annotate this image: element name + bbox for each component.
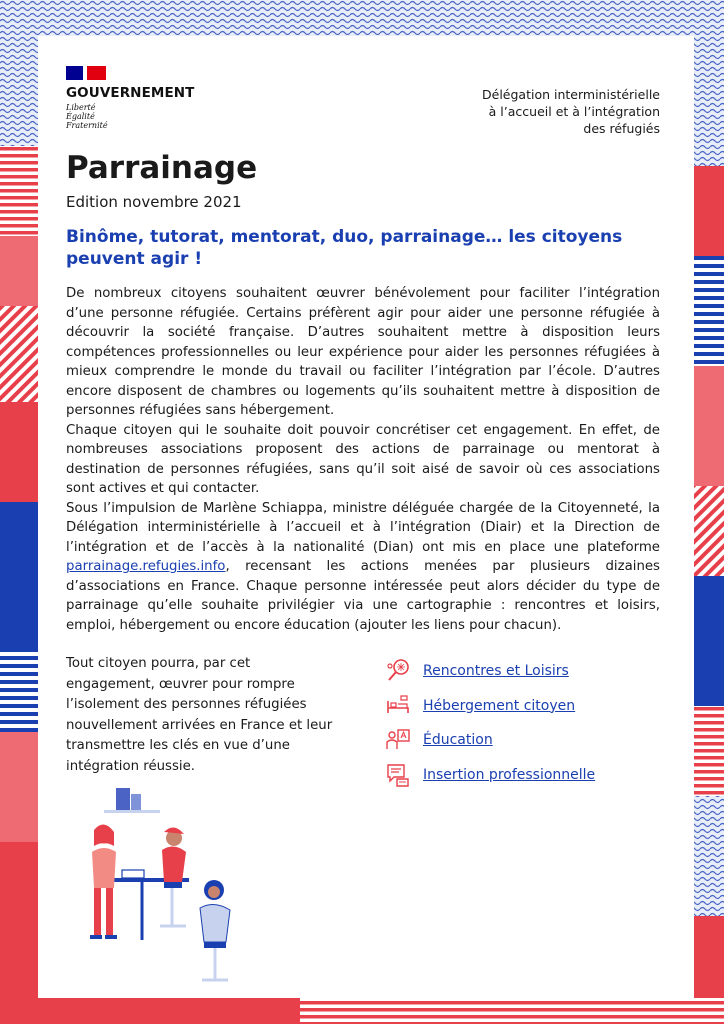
people-meeting-illustration <box>64 780 254 1000</box>
paragraph: Chaque citoyen qui le souhaite doit pouvoir concrétiser cet engagement. En effet, de nombreuses associations proposent des actions de parrainage ou mentorat à destination de personnes réfugiées, sans qu’il soit aisé de savoir où ces associations sont actives et qui contacter. <box>66 422 660 496</box>
link-label[interactable]: Hébergement citoyen <box>423 697 576 714</box>
delegation-line: Délégation interministérielle <box>482 87 660 102</box>
delegation-line: des réfugiés <box>583 121 660 136</box>
platform-link[interactable]: parrainage.refugies.info <box>66 559 226 574</box>
intro-text: Tout citoyen pourra, par cet engagement, œuvrer pour rompre l’isolement des personnes réfugiées nouvellement arrivées en France et leur transmettre les clés en vue d’une intégration réussie. <box>66 656 333 774</box>
motto-line: Liberté <box>66 103 96 112</box>
body-text <box>66 284 660 635</box>
edition-date: Edition novembre 2021 <box>66 193 242 211</box>
document-icon <box>384 762 412 788</box>
tennis-racket-icon <box>384 658 412 684</box>
link-rencontres-loisirs[interactable] <box>384 654 595 689</box>
motto-line: Fraternité <box>66 121 108 130</box>
paragraph: De nombreux citoyens souhaitent œuvrer bénévolement pour faciliter l’intégration d’une personne réfugiée. Certains préfèrent agir pour aider une personne réfugiée à découvrir la société française. D’autres souhaitent mettre à disposition leurs compétences professionnelles ou leur expérience pour aider les personnes réfugiées à mieux comprendre le monde du travail ou faciliter l’intégration par l’école. D’autres encore disposent de chambres ou logements qu’ils souhaitent mettre à disposition de personnes réfugiées sans hébergement. <box>66 286 660 418</box>
french-flag-icon <box>66 66 106 80</box>
bed-icon <box>384 693 412 719</box>
link-insertion-professionnelle[interactable] <box>384 758 595 793</box>
paragraph-text: , recensant les actions menées par plusieurs dizaines d’associations en France. Chaque personne intéressée peut alors décider du type de parrainage qu’elle souhaite privilégier via une cartographie : rencontres et loisirs, emploi, hébergement ou encore éducation (ajouter les liens pour chacun). <box>66 559 660 633</box>
link-label[interactable]: Rencontres et Loisirs <box>423 663 569 680</box>
government-label: GOUVERNEMENT <box>66 85 195 101</box>
paragraph <box>66 499 660 636</box>
content-card <box>38 36 694 998</box>
link-education[interactable] <box>384 723 595 758</box>
link-label[interactable]: Éducation <box>423 732 493 749</box>
link-hebergement-citoyen[interactable] <box>384 689 595 724</box>
delegation-line: à l’accueil et à l’intégration <box>488 104 660 119</box>
teacher-board-icon <box>384 727 412 753</box>
category-links <box>384 654 595 792</box>
page-title: Parrainage <box>66 150 258 186</box>
government-logo <box>66 66 194 130</box>
paragraph-text: Sous l’impulsion de Marlène Schiappa, ministre déléguée chargée de la Citoyenneté, la Délégation interministérielle à l’accueil et à l’intégration (Diair) et la Direction de l’intégration et de l’accès à la nationalité (Dian) ont mis en place une plateforme <box>66 500 660 555</box>
section-heading: Binôme, tutorat, mentorat, duo, parrainage… les citoyens peuvent agir ! <box>66 227 623 269</box>
delegation-name <box>482 86 660 137</box>
motto <box>66 103 194 130</box>
motto-line: Égalité <box>66 112 95 121</box>
link-label[interactable]: Insertion professionnelle <box>423 766 596 783</box>
